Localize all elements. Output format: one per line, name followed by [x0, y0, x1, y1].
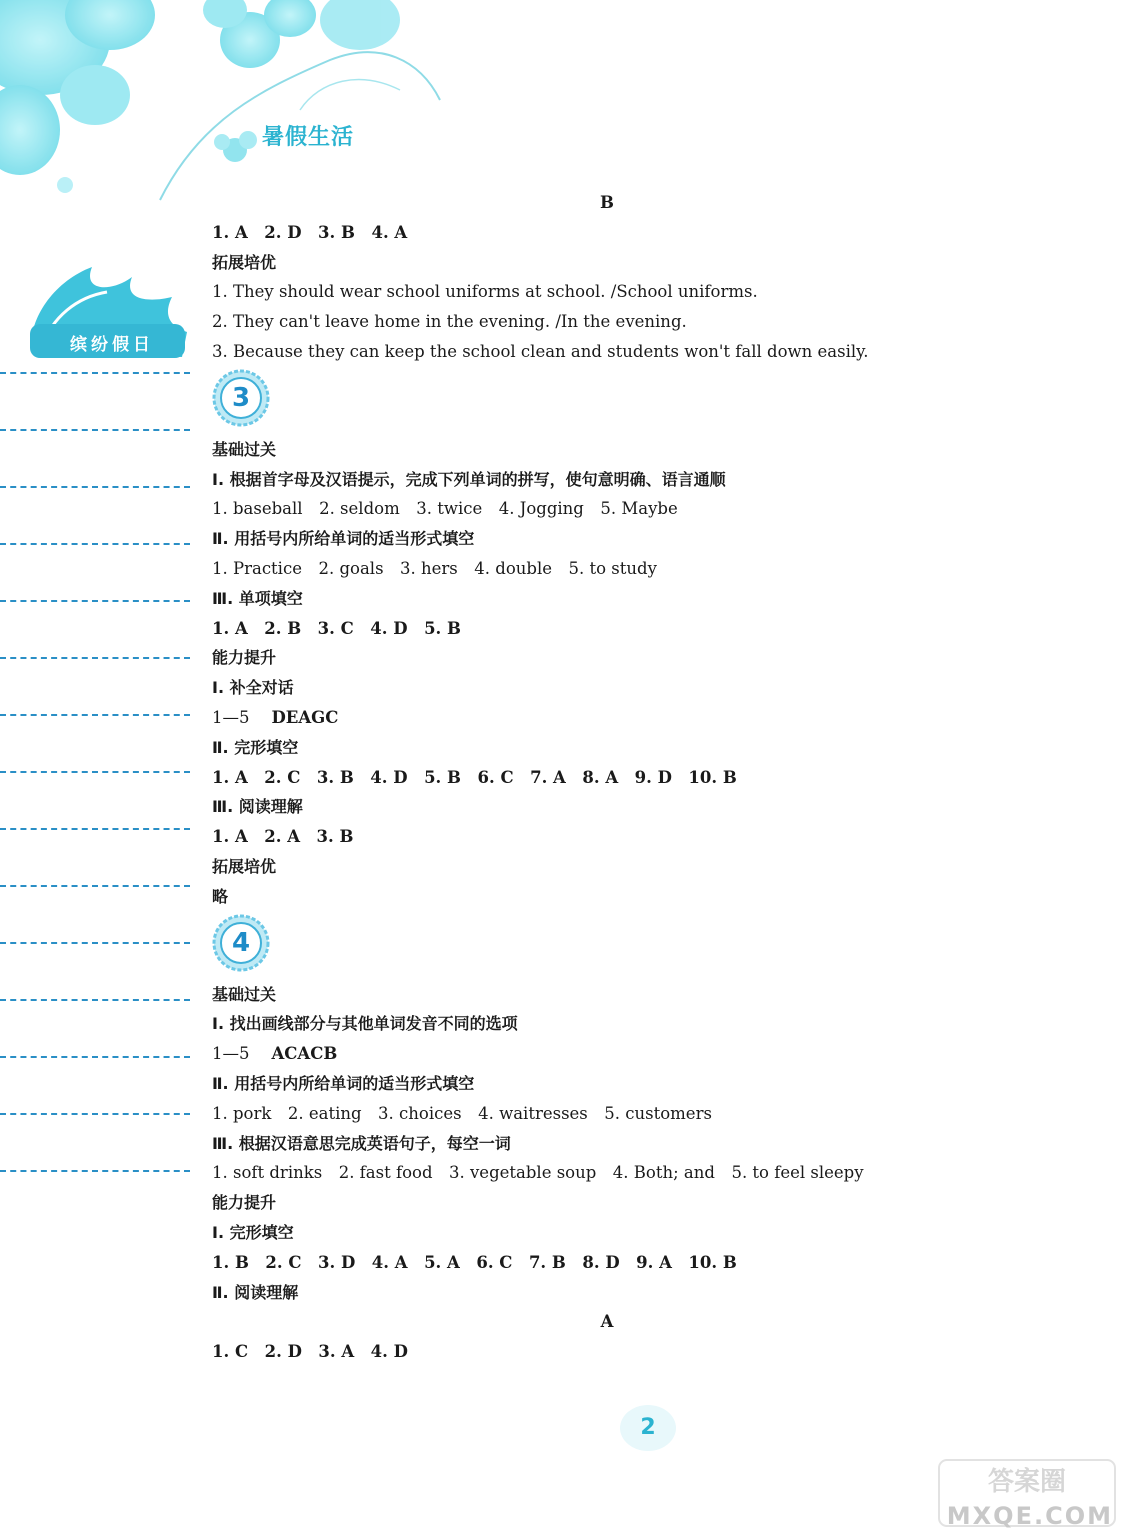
svg-text:答案圈: 答案圈	[987, 1467, 1067, 1497]
answer-line: 1. A 2. B 3. C 4. D 5. B	[212, 618, 461, 638]
answer-line: 1. pork 2. eating 3. choices 4. waitresses 5. customers	[212, 1103, 712, 1123]
answer-line: 1. A 2. C 3. B 4. D 5. B 6. C 7. A 8. A 9. D 10. B	[212, 767, 737, 787]
answer-line: 1. baseball 2. seldom 3. twice 4. Jogging 5. Maybe	[212, 499, 678, 519]
question-heading: Ⅲ. 阅读理解	[212, 797, 303, 817]
question-heading: Ⅲ. 单项填空	[212, 588, 303, 608]
question-heading: Ⅱ. 用括号内所给单词的适当形式填空	[212, 1073, 475, 1093]
answer-line: 1. Practice 2. goals 3. hers 4. double 5. to study	[212, 558, 657, 578]
section-heading: 基础过关	[212, 439, 277, 459]
question-heading: Ⅰ. 完形填空	[212, 1222, 294, 1242]
answer-letters: DEAGC	[271, 707, 339, 727]
side-badge-label: 缤纷假日	[70, 335, 154, 355]
answer-range: 1—5	[212, 1044, 250, 1064]
answer-line: 3. Because they can keep the school clean and students won't fall down easily.	[212, 341, 869, 361]
section-heading: 能力提升	[212, 648, 277, 668]
unit-number: 3	[231, 382, 251, 413]
question-heading: Ⅱ. 完形填空	[212, 737, 299, 757]
question-heading: Ⅰ. 找出画线部分与其他单词发音不同的选项	[212, 1014, 518, 1034]
passage-label: B	[600, 193, 614, 212]
answer-line: 略	[212, 886, 229, 906]
answer-line: 1. A 2. A 3. B	[212, 827, 354, 847]
question-heading: Ⅰ. 补全对话	[212, 678, 294, 698]
answer-line: 1. B 2. C 3. D 4. A 5. A 6. C 7. B 8. D 9. A 10. B	[212, 1252, 737, 1272]
unit-badge	[212, 367, 1092, 435]
question-heading: Ⅰ. 根据首字母及汉语提示，完成下列单词的拼写，使句意明确、语言通顺	[212, 469, 726, 489]
answer-line	[212, 1039, 1092, 1069]
section-heading: 拓展培优	[212, 856, 277, 876]
answer-range: 1—5	[212, 707, 250, 727]
unit-badge	[212, 912, 1092, 980]
section-heading: 拓展培优	[212, 252, 277, 272]
page-number: 2	[640, 1415, 656, 1440]
watermark-text: MXQE.COM	[946, 1502, 1113, 1530]
answer-line: 1. soft drinks 2. fast food 3. vegetable soup 4. Both; and 5. to feel sleepy	[212, 1163, 864, 1183]
page-header-title: 暑假生活	[262, 125, 355, 150]
question-heading: Ⅱ. 阅读理解	[212, 1282, 299, 1302]
answer-line: 1. C 2. D 3. A 4. D	[212, 1342, 408, 1362]
question-heading: Ⅲ. 根据汉语意思完成英语句子，每空一词	[212, 1133, 511, 1153]
passage-label: A	[600, 1312, 614, 1332]
unit-number: 4	[231, 927, 251, 958]
answer-letters: ACACB	[271, 1044, 338, 1064]
answer-content	[212, 188, 1092, 1367]
question-heading: Ⅱ. 用括号内所给单词的适当形式填空	[212, 529, 475, 549]
answer-line: 1. They should wear school uniforms at school. /School uniforms.	[212, 282, 758, 302]
answer-line: 2. They can't leave home in the evening. /In the evening.	[212, 312, 687, 332]
answer-line	[212, 703, 1092, 733]
section-heading: 基础过关	[212, 984, 277, 1004]
section-heading: 能力提升	[212, 1193, 277, 1213]
answer-line: 1. A 2. D 3. B 4. A	[212, 222, 408, 242]
